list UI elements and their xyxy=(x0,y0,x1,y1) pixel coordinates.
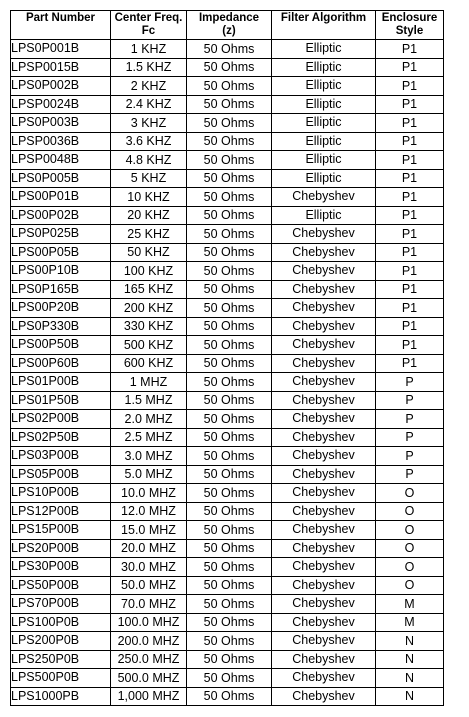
enclosure-style-cell: P1 xyxy=(376,299,444,318)
enclosure-style-cell: P1 xyxy=(376,243,444,262)
impedance-cell: 50 Ohms xyxy=(187,58,272,77)
center-freq-cell: 3 KHZ xyxy=(111,114,187,133)
filter-algorithm-cell: Elliptic xyxy=(272,40,376,59)
table-row xyxy=(11,354,444,373)
enclosure-style-cell: P1 xyxy=(376,114,444,133)
filter-specs-table xyxy=(10,10,444,706)
center-freq-cell: 1,000 MHZ xyxy=(111,687,187,706)
filter-algorithm-cell: Chebyshev xyxy=(272,502,376,521)
table-row xyxy=(11,669,444,688)
enclosure-style-cell: O xyxy=(376,502,444,521)
filter-algorithm-cell: Chebyshev xyxy=(272,262,376,281)
table-row xyxy=(11,188,444,207)
enclosure-style-cell: P1 xyxy=(376,317,444,336)
impedance-cell: 50 Ohms xyxy=(187,317,272,336)
impedance-cell: 50 Ohms xyxy=(187,132,272,151)
table-row xyxy=(11,539,444,558)
table-row xyxy=(11,132,444,151)
part-number-cell: LPS02P00B xyxy=(11,410,111,429)
impedance-cell: 50 Ohms xyxy=(187,613,272,632)
part-number-cell: LPS30P00B xyxy=(11,558,111,577)
center-freq-cell: 100 KHZ xyxy=(111,262,187,281)
enclosure-style-cell: N xyxy=(376,650,444,669)
center-freq-cell: 1.5 KHZ xyxy=(111,58,187,77)
impedance-cell: 50 Ohms xyxy=(187,225,272,244)
impedance-cell: 50 Ohms xyxy=(187,391,272,410)
table-row xyxy=(11,484,444,503)
enclosure-style-cell: P1 xyxy=(376,95,444,114)
part-number-cell: LPS0P330B xyxy=(11,317,111,336)
filter-algorithm-cell: Elliptic xyxy=(272,95,376,114)
impedance-cell: 50 Ohms xyxy=(187,95,272,114)
part-number-cell: LPS15P00B xyxy=(11,521,111,540)
impedance-cell: 50 Ohms xyxy=(187,687,272,706)
impedance-cell: 50 Ohms xyxy=(187,114,272,133)
part-number-cell: LPS01P00B xyxy=(11,373,111,392)
center-freq-cell: 4.8 KHZ xyxy=(111,151,187,170)
table-body xyxy=(11,40,444,706)
filter-algorithm-cell: Chebyshev xyxy=(272,354,376,373)
center-freq-cell: 2.0 MHZ xyxy=(111,410,187,429)
filter-algorithm-header xyxy=(272,11,376,40)
filter-algorithm-cell: Chebyshev xyxy=(272,280,376,299)
filter-algorithm-cell: Chebyshev xyxy=(272,539,376,558)
impedance-cell: 50 Ohms xyxy=(187,521,272,540)
impedance-cell: 50 Ohms xyxy=(187,373,272,392)
center-freq-cell: 600 KHZ xyxy=(111,354,187,373)
center-freq-cell: 3.6 KHZ xyxy=(111,132,187,151)
table-row xyxy=(11,280,444,299)
table-row xyxy=(11,336,444,355)
table-row xyxy=(11,169,444,188)
impedance-cell: 50 Ohms xyxy=(187,262,272,281)
part-number-cell: LPS10P00B xyxy=(11,484,111,503)
filter-algorithm-cell: Chebyshev xyxy=(272,558,376,577)
impedance-cell: 50 Ohms xyxy=(187,595,272,614)
enclosure-style-cell: P1 xyxy=(376,262,444,281)
part-number-cell: LPSP0024B xyxy=(11,95,111,114)
filter-algorithm-cell: Chebyshev xyxy=(272,188,376,207)
filter-algorithm-cell: Chebyshev xyxy=(272,373,376,392)
impedance-cell: 50 Ohms xyxy=(187,206,272,225)
header-label-line: Filter Algorithm xyxy=(280,12,367,24)
center-freq-cell: 200.0 MHZ xyxy=(111,632,187,651)
table-header xyxy=(11,11,444,40)
part-number-cell: LPS20P00B xyxy=(11,539,111,558)
part-number-cell: LPS00P50B xyxy=(11,336,111,355)
part-number-cell: LPS0P001B xyxy=(11,40,111,59)
enclosure-style-cell: P1 xyxy=(376,77,444,96)
impedance-cell: 50 Ohms xyxy=(187,151,272,170)
impedance-cell: 50 Ohms xyxy=(187,354,272,373)
filter-algorithm-cell: Chebyshev xyxy=(272,613,376,632)
part-number-header xyxy=(11,11,111,40)
filter-algorithm-cell: Chebyshev xyxy=(272,650,376,669)
table-row xyxy=(11,502,444,521)
impedance-cell: 50 Ohms xyxy=(187,410,272,429)
filter-algorithm-cell: Elliptic xyxy=(272,206,376,225)
center-freq-cell: 25 KHZ xyxy=(111,225,187,244)
part-number-cell: LPS00P05B xyxy=(11,243,111,262)
part-number-cell: LPS00P02B xyxy=(11,206,111,225)
table-row xyxy=(11,650,444,669)
impedance-cell: 50 Ohms xyxy=(187,650,272,669)
center-freq-cell: 165 KHZ xyxy=(111,280,187,299)
part-number-cell: LPS70P00B xyxy=(11,595,111,614)
enclosure-style-header xyxy=(376,11,444,40)
filter-algorithm-cell: Chebyshev xyxy=(272,632,376,651)
filter-algorithm-cell: Chebyshev xyxy=(272,299,376,318)
table-row xyxy=(11,428,444,447)
table-row xyxy=(11,576,444,595)
part-number-cell: LPS12P00B xyxy=(11,502,111,521)
center-freq-cell: 50 KHZ xyxy=(111,243,187,262)
table-row xyxy=(11,447,444,466)
part-number-cell: LPS1000PB xyxy=(11,687,111,706)
part-number-cell: LPSP0036B xyxy=(11,132,111,151)
impedance-cell: 50 Ohms xyxy=(187,40,272,59)
impedance-cell: 50 Ohms xyxy=(187,77,272,96)
part-number-cell: LPS00P01B xyxy=(11,188,111,207)
impedance-cell: 50 Ohms xyxy=(187,484,272,503)
enclosure-style-cell: O xyxy=(376,558,444,577)
center-freq-cell: 100.0 MHZ xyxy=(111,613,187,632)
table-row xyxy=(11,77,444,96)
filter-algorithm-cell: Chebyshev xyxy=(272,669,376,688)
part-number-cell: LPS01P50B xyxy=(11,391,111,410)
impedance-cell: 50 Ohms xyxy=(187,336,272,355)
part-number-cell: LPS0P005B xyxy=(11,169,111,188)
impedance-cell: 50 Ohms xyxy=(187,169,272,188)
center-freq-cell: 2.4 KHZ xyxy=(111,95,187,114)
table-row xyxy=(11,206,444,225)
center-freq-header xyxy=(111,11,187,40)
header-label-line: Impedance xyxy=(198,12,260,24)
impedance-cell: 50 Ohms xyxy=(187,428,272,447)
header-label-line: (z) xyxy=(222,25,236,37)
enclosure-style-cell: O xyxy=(376,576,444,595)
center-freq-cell: 1.5 MHZ xyxy=(111,391,187,410)
table-row xyxy=(11,299,444,318)
table-row xyxy=(11,114,444,133)
part-number-cell: LPS500P0B xyxy=(11,669,111,688)
impedance-cell: 50 Ohms xyxy=(187,502,272,521)
table-row xyxy=(11,95,444,114)
part-number-cell: LPS03P00B xyxy=(11,447,111,466)
table-row xyxy=(11,632,444,651)
header-label-line: Center Freq. xyxy=(114,12,183,24)
enclosure-style-cell: N xyxy=(376,687,444,706)
part-number-cell: LPS250P0B xyxy=(11,650,111,669)
table-row xyxy=(11,391,444,410)
filter-algorithm-cell: Elliptic xyxy=(272,77,376,96)
enclosure-style-cell: P1 xyxy=(376,225,444,244)
part-number-cell: LPSP0048B xyxy=(11,151,111,170)
enclosure-style-cell: P1 xyxy=(376,280,444,299)
enclosure-style-cell: P1 xyxy=(376,169,444,188)
impedance-cell: 50 Ohms xyxy=(187,558,272,577)
enclosure-style-cell: P xyxy=(376,410,444,429)
filter-algorithm-cell: Elliptic xyxy=(272,114,376,133)
filter-algorithm-cell: Chebyshev xyxy=(272,317,376,336)
center-freq-cell: 50.0 MHZ xyxy=(111,576,187,595)
table-row xyxy=(11,465,444,484)
center-freq-cell: 12.0 MHZ xyxy=(111,502,187,521)
center-freq-cell: 330 KHZ xyxy=(111,317,187,336)
table-row xyxy=(11,225,444,244)
filter-algorithm-cell: Chebyshev xyxy=(272,521,376,540)
part-number-cell: LPSP0015B xyxy=(11,58,111,77)
impedance-cell: 50 Ohms xyxy=(187,447,272,466)
center-freq-cell: 3.0 MHZ xyxy=(111,447,187,466)
center-freq-cell: 500.0 MHZ xyxy=(111,669,187,688)
enclosure-style-cell: M xyxy=(376,595,444,614)
filter-algorithm-cell: Chebyshev xyxy=(272,576,376,595)
enclosure-style-cell: O xyxy=(376,521,444,540)
header-label-line: Style xyxy=(395,25,424,37)
impedance-cell: 50 Ohms xyxy=(187,243,272,262)
enclosure-style-cell: N xyxy=(376,632,444,651)
part-number-cell: LPS0P165B xyxy=(11,280,111,299)
table-row xyxy=(11,521,444,540)
enclosure-style-cell: N xyxy=(376,669,444,688)
table-row xyxy=(11,613,444,632)
filter-algorithm-cell: Chebyshev xyxy=(272,465,376,484)
filter-algorithm-cell: Chebyshev xyxy=(272,225,376,244)
center-freq-cell: 2.5 MHZ xyxy=(111,428,187,447)
center-freq-cell: 10.0 MHZ xyxy=(111,484,187,503)
part-number-cell: LPS0P003B xyxy=(11,114,111,133)
enclosure-style-cell: P xyxy=(376,428,444,447)
center-freq-cell: 20 KHZ xyxy=(111,206,187,225)
filter-algorithm-cell: Elliptic xyxy=(272,151,376,170)
enclosure-style-cell: P1 xyxy=(376,354,444,373)
center-freq-cell: 20.0 MHZ xyxy=(111,539,187,558)
header-row xyxy=(11,11,444,40)
center-freq-cell: 1 MHZ xyxy=(111,373,187,392)
center-freq-cell: 500 KHZ xyxy=(111,336,187,355)
center-freq-cell: 15.0 MHZ xyxy=(111,521,187,540)
impedance-header xyxy=(187,11,272,40)
part-number-cell: LPS05P00B xyxy=(11,465,111,484)
enclosure-style-cell: P1 xyxy=(376,206,444,225)
table-row xyxy=(11,262,444,281)
table-row xyxy=(11,595,444,614)
table-row xyxy=(11,373,444,392)
part-number-cell: LPS0P002B xyxy=(11,77,111,96)
enclosure-style-cell: P1 xyxy=(376,132,444,151)
impedance-cell: 50 Ohms xyxy=(187,280,272,299)
filter-algorithm-cell: Chebyshev xyxy=(272,484,376,503)
header-label-line: Enclosure xyxy=(381,12,438,24)
impedance-cell: 50 Ohms xyxy=(187,299,272,318)
filter-algorithm-cell: Chebyshev xyxy=(272,243,376,262)
filter-algorithm-cell: Elliptic xyxy=(272,169,376,188)
part-number-cell: LPS00P10B xyxy=(11,262,111,281)
enclosure-style-cell: O xyxy=(376,484,444,503)
header-label-line: Part Number xyxy=(25,12,96,24)
enclosure-style-cell: M xyxy=(376,613,444,632)
part-number-cell: LPS02P50B xyxy=(11,428,111,447)
impedance-cell: 50 Ohms xyxy=(187,632,272,651)
part-number-cell: LPS200P0B xyxy=(11,632,111,651)
enclosure-style-cell: P xyxy=(376,465,444,484)
center-freq-cell: 5.0 MHZ xyxy=(111,465,187,484)
impedance-cell: 50 Ohms xyxy=(187,465,272,484)
impedance-cell: 50 Ohms xyxy=(187,669,272,688)
table-row xyxy=(11,317,444,336)
impedance-cell: 50 Ohms xyxy=(187,576,272,595)
enclosure-style-cell: P1 xyxy=(376,58,444,77)
part-number-cell: LPS0P025B xyxy=(11,225,111,244)
center-freq-cell: 250.0 MHZ xyxy=(111,650,187,669)
enclosure-style-cell: P1 xyxy=(376,188,444,207)
filter-algorithm-cell: Chebyshev xyxy=(272,447,376,466)
header-label-line: Fc xyxy=(141,25,156,37)
table-row xyxy=(11,558,444,577)
enclosure-style-cell: P1 xyxy=(376,336,444,355)
center-freq-cell: 5 KHZ xyxy=(111,169,187,188)
center-freq-cell: 1 KHZ xyxy=(111,40,187,59)
filter-algorithm-cell: Elliptic xyxy=(272,132,376,151)
impedance-cell: 50 Ohms xyxy=(187,188,272,207)
table-row xyxy=(11,410,444,429)
part-number-cell: LPS50P00B xyxy=(11,576,111,595)
filter-algorithm-cell: Chebyshev xyxy=(272,391,376,410)
enclosure-style-cell: P1 xyxy=(376,40,444,59)
table-row xyxy=(11,40,444,59)
enclosure-style-cell: P xyxy=(376,373,444,392)
part-number-cell: LPS00P20B xyxy=(11,299,111,318)
enclosure-style-cell: P xyxy=(376,447,444,466)
filter-algorithm-cell: Chebyshev xyxy=(272,595,376,614)
enclosure-style-cell: O xyxy=(376,539,444,558)
filter-algorithm-cell: Chebyshev xyxy=(272,687,376,706)
center-freq-cell: 200 KHZ xyxy=(111,299,187,318)
filter-algorithm-cell: Elliptic xyxy=(272,58,376,77)
center-freq-cell: 2 KHZ xyxy=(111,77,187,96)
center-freq-cell: 10 KHZ xyxy=(111,188,187,207)
center-freq-cell: 70.0 MHZ xyxy=(111,595,187,614)
table-row xyxy=(11,687,444,706)
table-row xyxy=(11,58,444,77)
enclosure-style-cell: P1 xyxy=(376,151,444,170)
impedance-cell: 50 Ohms xyxy=(187,539,272,558)
center-freq-cell: 30.0 MHZ xyxy=(111,558,187,577)
part-number-cell: LPS00P60B xyxy=(11,354,111,373)
filter-algorithm-cell: Chebyshev xyxy=(272,410,376,429)
table-row xyxy=(11,243,444,262)
enclosure-style-cell: P xyxy=(376,391,444,410)
filter-algorithm-cell: Chebyshev xyxy=(272,336,376,355)
part-number-cell: LPS100P0B xyxy=(11,613,111,632)
filter-algorithm-cell: Chebyshev xyxy=(272,428,376,447)
table-row xyxy=(11,151,444,170)
